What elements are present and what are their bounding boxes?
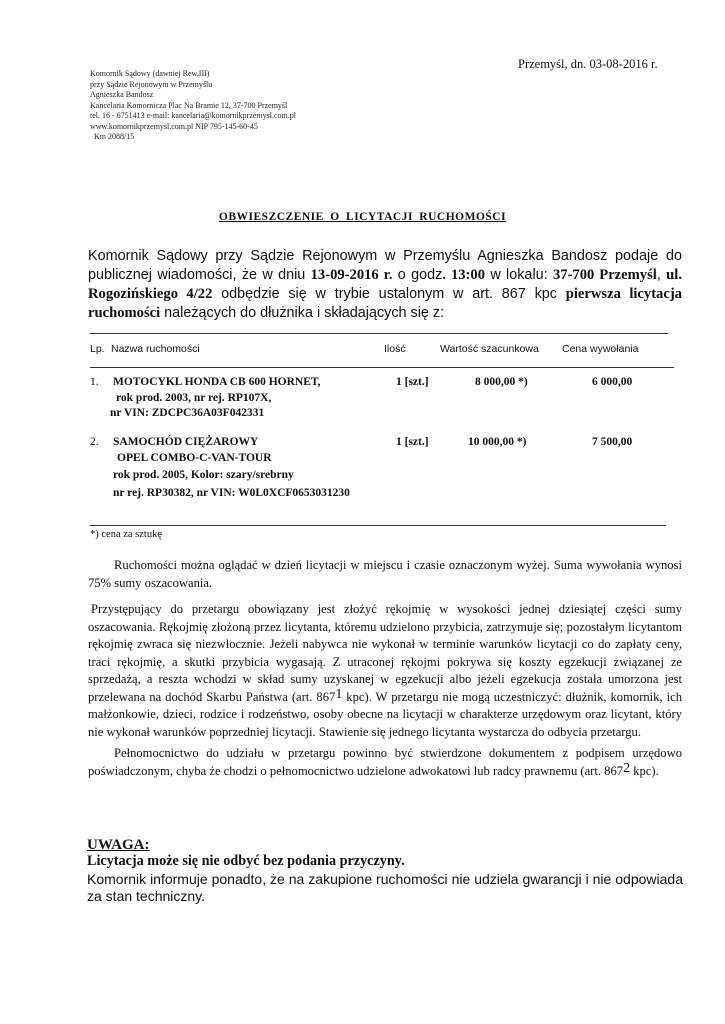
letterhead-line: Kancelaria Komornicza Plac Na Bramie 12, 37-700 Przemyśl [90, 100, 288, 110]
viewing-text: Ruchomości można oglądać w dzień licytacji w miejscu i czasie oznaczonym wyżej. Suma wywołania wynosi 75% sumy oszacowania. [88, 558, 682, 590]
header-lp: Lp. [90, 343, 105, 355]
document-date: Przemyśl, dn. 03-08-2016 r. [518, 57, 658, 71]
auction-street: ul. Rogozińskiego 4/22 [88, 267, 682, 302]
first-auction-label: pierwsza licytacja ruchomości [88, 286, 682, 321]
intro-text: w lokalu: [485, 267, 553, 283]
price-footnote: *) cena za sztukę [90, 529, 162, 540]
deposit-text [88, 601, 682, 741]
article-superscript: 2 [623, 760, 631, 776]
auction-place: 37-700 Przemyśl [552, 267, 657, 283]
item-line: nr VIN: ZDCPC36A03F042331 [110, 407, 265, 419]
bailiff-letterhead [90, 69, 296, 143]
row-1-item [110, 375, 321, 422]
row-2-item [113, 435, 350, 501]
case-number: Km 2088/15 [94, 132, 135, 141]
item-line: rok prod. 2003, nr rej. RP107X, [116, 391, 272, 404]
row-1-lp: 1. [90, 376, 99, 388]
item-line: nr rej. RP30382, nr VIN: W0L0XCF0653031230 [113, 486, 350, 499]
warranty-disclaimer: Komornik informuje ponadto, że na zakupione ruchomości nie udziela gwarancji i nie odpowiada za stan techniczny. [87, 871, 683, 904]
header-name: Nazwa ruchomości [111, 343, 200, 355]
row-1-price: 6 000,00 [592, 376, 633, 388]
table-bottom-rule [90, 525, 666, 526]
item-line: OPEL COMBO-C-VAN-TOUR [117, 451, 272, 464]
row-2-value: 10 000,00 *) [468, 436, 527, 448]
intro-paragraph [88, 247, 682, 323]
auction-date: 13-09-2016 r. [310, 267, 393, 283]
letterhead-line: www.komornikprzemysl.com.pl NIP 795-145-60-45 [90, 121, 258, 131]
intro-text: Komornik Sądowy przy Sądzie Rejonowym w Przemyślu Agnieszka Bandosz podaje do publicznej wiadomości, że w dniu [88, 248, 682, 283]
item-line: rok prod. 2005, Kolor: szary/srebrny [113, 469, 294, 481]
header-value: Wartość szacunkowa [440, 343, 539, 355]
item-line: SAMOCHÓD CIĘŻAROWY [113, 436, 259, 448]
letterhead-line: Agnieszka Bandosz [90, 90, 154, 99]
intro-text: o godz [392, 267, 443, 283]
row-1-value: 8 000,00 *) [475, 376, 528, 388]
intro-text: , [656, 267, 667, 283]
warning-heading: UWAGA: [87, 837, 150, 853]
header-price: Cena wywołania [562, 343, 639, 355]
item-line: MOTOCYKL HONDA CB 600 HORNET, [113, 376, 321, 388]
letterhead-line: tel. 16 - 6751413 e-mail: kancelaria@komornikprzemysl.com.pl [90, 111, 296, 120]
table-top-rule [90, 333, 668, 334]
table-header-rule [90, 367, 674, 368]
row-2-qty: 1 [szt.] [396, 436, 429, 448]
intro-text: należących do dłużnika i składających się z: [160, 305, 445, 321]
article-superscript: 1 [335, 686, 343, 702]
letterhead-line: przy Sądzie Rejonowym w Przemyślu [90, 79, 213, 89]
viewing-paragraph [88, 557, 682, 592]
row-2-lp: 2. [90, 436, 99, 448]
deposit-text-a: Przystępujący do przetargu obowiązany jest złożyć rękojmię w wysokości jednej dziesiątej części sumy oszacowania. Rękojmię złożoną przez licytanta, któremu udzielono przybicia, zatrzymuje się; pozostałym licytantom rękojmię zwraca się niezwłocznie. Jeżeli nabywca nie wykonał w terminie warunków licytacji co do zapłaty ceny, traci rękojmię, a skutki przybicia wygasają. Z utraconej rękojmi pokrywa się koszty egzekucji związanej ze sprzedażą, a reszta wchodzi w skład sumy uzyskanej w egzekucji albo jeżeli egzekucja została umorzona jest przelewana na dochód Skarbu Państwa (art. 867 [88, 602, 682, 704]
row-2-price: 7 500,00 [592, 436, 633, 448]
notice-title: OBWIESZCZENIE O LICYTACJI RUCHOMOŚCI [218, 211, 507, 223]
auction-time: . 13:00 [442, 267, 485, 283]
proxy-text-b: kpc). [630, 763, 659, 778]
warning-bold-line: Licytacja może się nie odbyć bez podania przyczyny. [87, 853, 405, 869]
intro-text: odbędzie się w trybie ustalonym w art. 867 kpc [212, 286, 566, 302]
letterhead-line: Komornik Sądowy (dawniej Rew.III) [90, 69, 210, 78]
header-qty: Ilość [384, 343, 406, 355]
proxy-paragraph [88, 745, 682, 780]
deposit-text-b: kpc). W przetargu nie mogą uczestniczyć: dłużnik, komornik, ich małżonkowie, dzieci, rodzice i rodzeństwo, osoby obecne na licytacji w charakterze urzędowym oraz licytant, który nie wykonał warunków poprzedniej licytacji. Stawienie się jednego licytanta wystarcza do odbycia przetargu. [88, 689, 682, 739]
row-1-qty: 1 [szt.] [396, 376, 429, 388]
deposit-paragraph [88, 601, 682, 741]
proxy-text-a: Pełnomocnictwo do udziału w przetargu powinno być stwierdzone dokumentem z podpisem urzędowo poświadczonym, chyba że chodzi o pełnomocnictwo udzielone adwokatowi lub radcy prawnemu (art. 867 [88, 746, 682, 778]
proxy-text [88, 745, 682, 780]
